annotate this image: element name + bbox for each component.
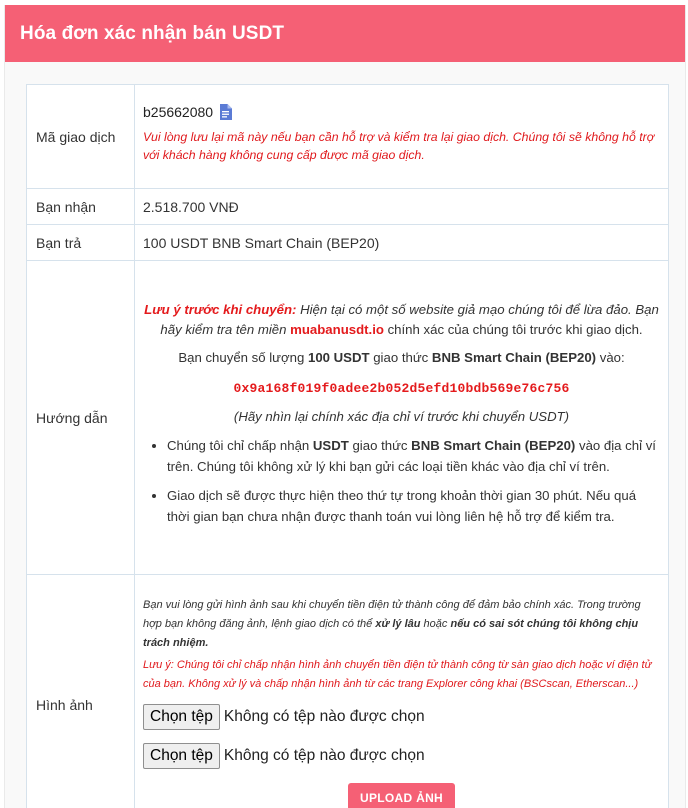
invoice-card [4,5,686,808]
image-label: Hình ảnh [27,575,135,808]
choose-file-button-1[interactable]: Chọn tệp [143,704,220,730]
file-input-2 [143,743,660,769]
transfer-mid: giao thức [369,350,432,365]
image-cell [135,575,669,808]
upload-wrap [143,783,660,808]
bullet1-part-e: vào địa chỉ ví trên. Chúng tôi không xử lý khi bạn gửi các loại tiền khác vào địa chỉ ví trên. [167,438,656,474]
table-row-transaction-code [27,85,669,189]
copy-icon[interactable] [219,104,232,120]
guide-label: Hướng dẫn [27,261,135,575]
transaction-code-note: Vui lòng lưu lại mã này nếu bạn cần hỗ trợ và kiểm tra lại giao dịch. Chúng tôi sẽ không hỗ trợ với khách hàng không cung cấp được mã giao dịch. [143,129,655,162]
file-input-1 [143,704,660,730]
list-item: • Giao dịch sẽ được thực hiện theo thứ tự trong khoản thời gian 30 phút. Nếu quá thời gian bạn chưa nhận được thanh toán vui lòng liên hệ hỗ trợ để kiểm tra. [167,485,660,527]
transfer-amount: 100 USDT [307,350,370,365]
card-header [5,5,685,62]
image-note-part-c: hoặc [420,618,451,630]
image-note-part-d: nếu có sai sót chúng tôi không chịu trách nhiệm. [143,618,639,649]
transfer-prefix: Bạn chuyển số lượng [178,350,308,365]
image-warning-note: Lưu ý: Chúng tôi chỉ chấp nhận hình ảnh chuyển tiền điện tử thành công từ sàn giao dịch hoặc ví điện tử của bạn. Không xử lý và chấp nhận hình ảnh từ các trang Explorer công khai (BSCscan, Etherscan...) [143,659,652,690]
transfer-chain: BNB Smart Chain (BEP20) [431,350,597,365]
table-row-receive [27,189,669,225]
transaction-code-cell [135,85,669,189]
receive-label: Bạn nhận [27,189,135,225]
guide-transfer-line [143,348,660,368]
guide-list [143,435,660,527]
bullet1-part-a: Chúng tôi chỉ chấp nhận [167,438,313,453]
table-row-guide [27,261,669,575]
image-note-part-a: Bạn vui lòng gửi hình ảnh sau khi chuyển tiền điện tử thành công để đảm bảo chính xác. Trong trường hợp bạn không đăng ảnh, lệnh giao dịch có thể [143,599,641,630]
bullet1-part-b: USDT [312,438,349,453]
address-hint: (Hãy nhìn lại chính xác địa chỉ ví trước khi chuyển USDT) [233,409,570,424]
bullet1-part-c: giao thức [348,438,412,453]
pay-value: 100 USDT BNB Smart Chain (BEP20) [135,225,669,261]
transaction-code-value: b25662080 [143,103,214,120]
transfer-suffix: vào: [596,350,625,365]
choose-file-button-2[interactable]: Chọn tệp [143,743,220,769]
image-note-part-b: xử lý lâu [375,618,421,630]
image-note [143,596,660,653]
guide-warning [143,300,660,340]
invoice-table [26,84,669,808]
page-title: Hóa đơn xác nhận bán USDT [20,23,285,44]
pay-label: Bạn trả [27,225,135,261]
bullet1-part-d: BNB Smart Chain (BEP20) [411,438,576,453]
file-status-1: Không có tệp nào được chọn [223,708,425,725]
upload-image-button[interactable]: UPLOAD ẢNH [348,783,455,808]
transaction-code-label: Mã giao dịch [27,85,135,189]
list-item [167,435,660,477]
guide-warning-text-1: Hiện tại có một số website giả mạo chúng tôi để lừa đảo. Bạn hãy kiểm tra tên miền [160,302,659,337]
table-row-pay [27,225,669,261]
wallet-address-row [143,378,660,399]
guide-warning-label: Lưu ý trước khi chuyển: [144,302,297,317]
wallet-address[interactable]: 0x9a168f019f0adee2b052d5efd10bdb569e76c756 [233,381,570,396]
table-row-image [27,575,669,808]
guide-domain: muabanusdt.io [290,322,384,337]
guide-cell [135,261,669,575]
file-status-2: Không có tệp nào được chọn [223,747,425,764]
guide-warning-text-2: chính xác của chúng tôi trước khi giao dịch. [383,322,643,337]
receive-value: 2.518.700 VNĐ [135,189,669,225]
